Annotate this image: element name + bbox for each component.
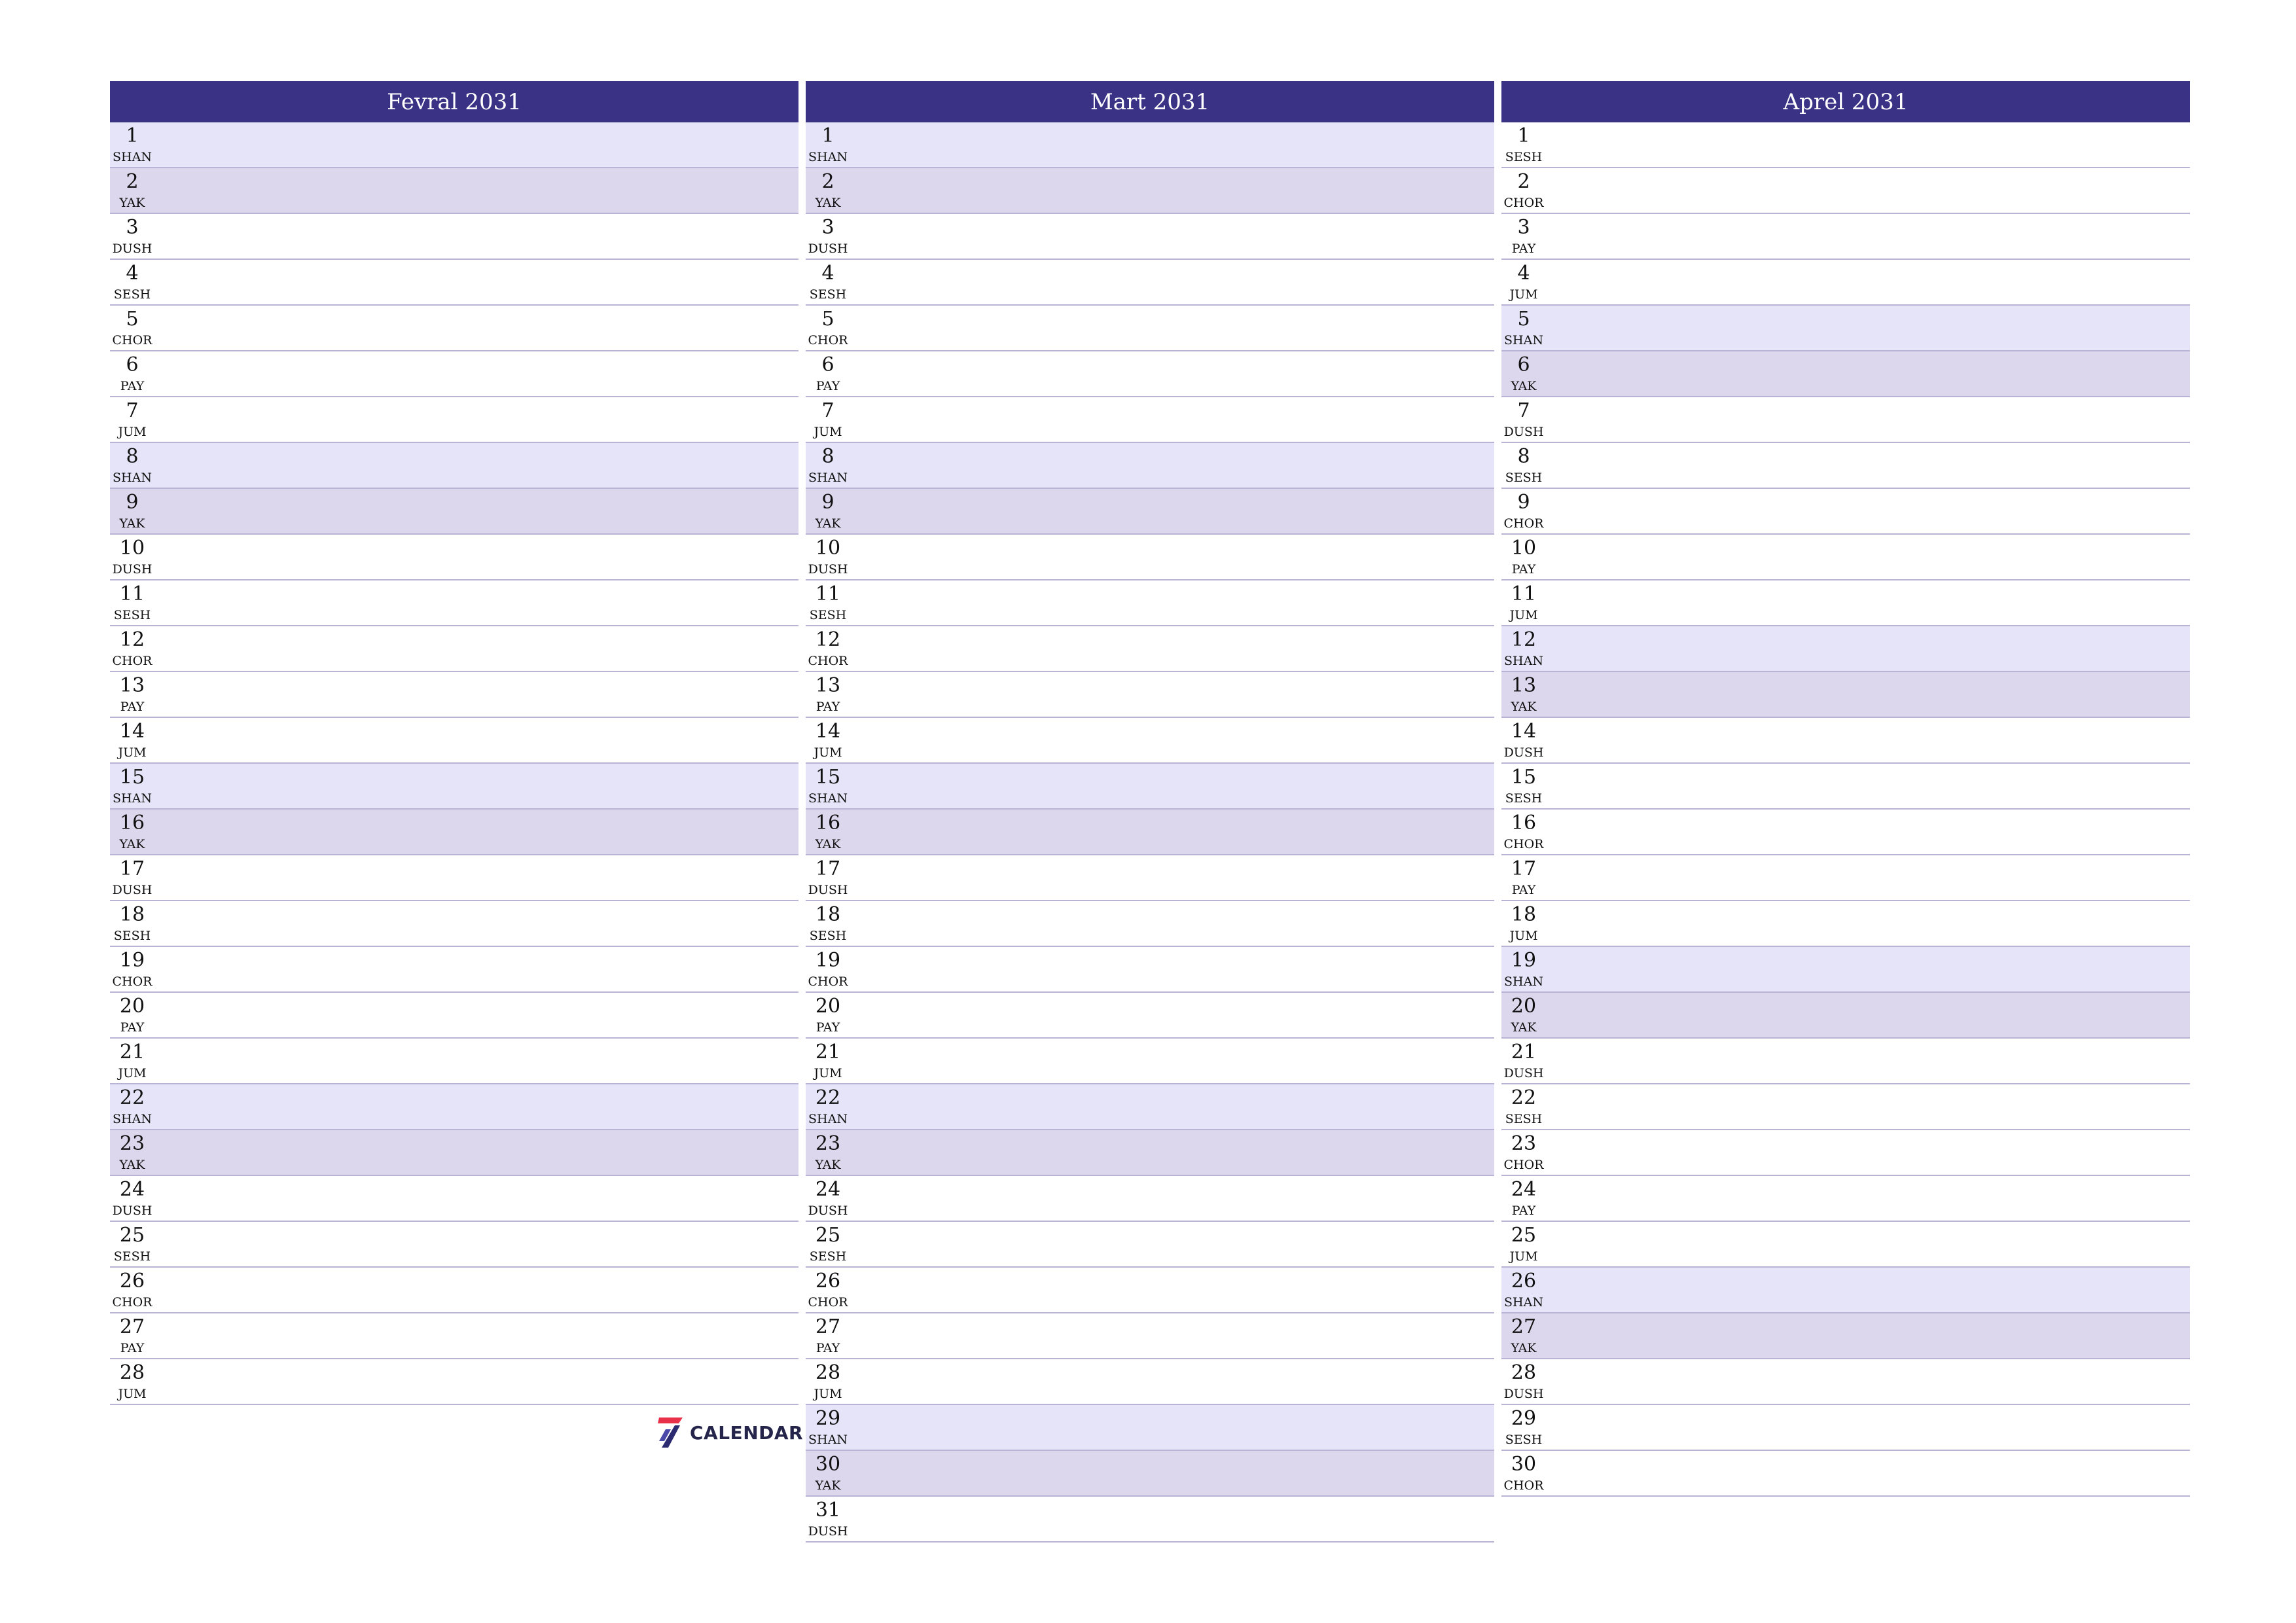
day-number: 27	[1511, 1315, 1537, 1338]
day-number: 8	[1517, 445, 1530, 468]
day-number: 3	[821, 216, 834, 239]
day-name: CHOR	[808, 1295, 848, 1310]
day-number: 24	[815, 1178, 841, 1201]
day-number: 14	[1511, 720, 1537, 743]
day-row	[806, 1451, 1494, 1497]
day-number: 21	[815, 1041, 841, 1063]
seven-logo-icon	[656, 1415, 685, 1450]
day-name: PAY	[120, 379, 145, 393]
day-row	[110, 489, 798, 535]
day-number: 11	[119, 582, 145, 605]
day-row	[1501, 1084, 2190, 1130]
day-number: 5	[126, 308, 139, 330]
day-number: 15	[815, 766, 841, 789]
day-number: 26	[119, 1270, 145, 1293]
day-row	[1501, 855, 2190, 901]
day-name: SHAN	[113, 791, 152, 806]
day-row	[110, 351, 798, 397]
day-name: SHAN	[808, 791, 848, 806]
day-name: JUM	[1509, 608, 1538, 622]
day-number: 9	[126, 491, 139, 514]
day-name: DUSH	[112, 562, 152, 577]
day-number: 17	[1511, 857, 1537, 880]
day-name: JUM	[1509, 287, 1538, 302]
day-row	[806, 489, 1494, 535]
day-row	[110, 122, 798, 168]
day-row	[1501, 535, 2190, 580]
day-name: YAK	[119, 1158, 145, 1172]
day-row	[1501, 993, 2190, 1039]
day-number: 22	[119, 1086, 145, 1109]
day-name: JUM	[814, 1387, 842, 1401]
day-number: 5	[821, 308, 834, 330]
day-name: JUM	[1509, 1249, 1538, 1264]
day-name: PAY	[1511, 1204, 1536, 1218]
day-name: SESH	[809, 1249, 847, 1264]
day-number: 8	[821, 445, 834, 468]
day-name: CHOR	[112, 974, 152, 989]
day-row	[110, 764, 798, 810]
day-number: 19	[1511, 949, 1537, 972]
day-number: 9	[821, 491, 834, 514]
day-number: 10	[1511, 537, 1537, 560]
day-row	[1501, 626, 2190, 672]
day-name: SHAN	[1504, 333, 1543, 348]
day-row	[1501, 901, 2190, 947]
day-name: PAY	[120, 1020, 145, 1035]
day-row	[806, 1268, 1494, 1313]
day-number: 2	[1517, 170, 1530, 193]
day-row	[110, 214, 798, 260]
month-column-fevral	[110, 81, 798, 1405]
day-name: SESH	[113, 287, 151, 302]
day-name: YAK	[815, 196, 841, 210]
day-row	[110, 626, 798, 672]
day-number: 4	[1517, 262, 1530, 285]
day-name: PAY	[816, 1020, 840, 1035]
day-number: 7	[1517, 399, 1530, 422]
day-row	[806, 1405, 1494, 1451]
day-list	[806, 122, 1494, 1543]
day-row	[806, 1130, 1494, 1176]
day-number: 18	[119, 903, 145, 926]
day-row	[806, 672, 1494, 718]
brand-logo	[656, 1415, 803, 1450]
day-row	[1501, 214, 2190, 260]
day-row	[110, 947, 798, 993]
day-row	[110, 1313, 798, 1359]
day-name: CHOR	[808, 333, 848, 348]
day-number: 12	[119, 628, 145, 651]
day-name: CHOR	[808, 654, 848, 668]
day-row	[110, 168, 798, 214]
day-number: 18	[1511, 903, 1537, 926]
day-name: DUSH	[112, 241, 152, 256]
day-name: JUM	[118, 425, 147, 439]
day-name: CHOR	[1503, 1478, 1544, 1493]
day-name: SESH	[1505, 471, 1543, 485]
day-row	[110, 901, 798, 947]
day-row	[1501, 810, 2190, 855]
day-name: YAK	[1511, 1020, 1537, 1035]
day-row	[1501, 1359, 2190, 1405]
day-row	[1501, 489, 2190, 535]
day-row	[1501, 718, 2190, 764]
day-name: SHAN	[1504, 1295, 1543, 1310]
day-list	[1501, 122, 2190, 1497]
day-number: 7	[126, 399, 139, 422]
month-header: Mart 2031	[806, 81, 1494, 122]
day-number: 5	[1517, 308, 1530, 330]
day-name: SHAN	[808, 1433, 848, 1447]
day-number: 13	[119, 674, 145, 697]
day-number: 25	[815, 1224, 841, 1247]
day-name: DUSH	[1503, 1066, 1544, 1080]
day-row	[806, 580, 1494, 626]
day-row	[806, 1359, 1494, 1405]
day-number: 22	[1511, 1086, 1537, 1109]
day-row	[1501, 580, 2190, 626]
day-row	[110, 855, 798, 901]
day-number: 27	[815, 1315, 841, 1338]
day-row	[806, 351, 1494, 397]
day-name: SHAN	[808, 471, 848, 485]
day-row	[110, 260, 798, 306]
day-row	[1501, 1268, 2190, 1313]
day-name: YAK	[1511, 379, 1537, 393]
day-row	[110, 672, 798, 718]
day-number: 20	[1511, 995, 1537, 1018]
day-number: 30	[815, 1453, 841, 1476]
day-number: 4	[126, 262, 139, 285]
day-number: 6	[821, 353, 834, 376]
day-name: JUM	[1509, 929, 1538, 943]
day-name: JUM	[118, 1387, 147, 1401]
day-number: 16	[1511, 812, 1537, 834]
day-number: 13	[815, 674, 841, 697]
day-name: PAY	[1511, 883, 1536, 897]
day-number: 14	[815, 720, 841, 743]
day-name: DUSH	[808, 1524, 848, 1539]
day-row	[110, 306, 798, 351]
month-header: Aprel 2031	[1501, 81, 2190, 122]
day-row	[806, 122, 1494, 168]
day-name: SESH	[113, 608, 151, 622]
day-number: 21	[1511, 1041, 1537, 1063]
day-number: 1	[821, 124, 834, 147]
day-name: JUM	[118, 745, 147, 760]
day-name: PAY	[120, 700, 145, 714]
day-row	[1501, 1222, 2190, 1268]
day-number: 13	[1511, 674, 1537, 697]
day-number: 29	[1511, 1407, 1537, 1430]
day-row	[806, 1497, 1494, 1543]
day-row	[110, 1039, 798, 1084]
day-number: 26	[815, 1270, 841, 1293]
day-number: 6	[1517, 353, 1530, 376]
day-name: YAK	[815, 1158, 841, 1172]
day-name: SHAN	[808, 1112, 848, 1126]
day-name: SESH	[113, 1249, 151, 1264]
day-number: 20	[119, 995, 145, 1018]
day-number: 15	[119, 766, 145, 789]
day-name: CHOR	[1503, 837, 1544, 851]
day-number: 2	[126, 170, 139, 193]
day-name: YAK	[815, 516, 841, 531]
day-number: 20	[815, 995, 841, 1018]
day-row	[1501, 397, 2190, 443]
day-row	[110, 993, 798, 1039]
day-name: SESH	[1505, 1112, 1543, 1126]
day-number: 23	[1511, 1132, 1537, 1155]
day-row	[110, 535, 798, 580]
day-number: 15	[1511, 766, 1537, 789]
day-number: 3	[126, 216, 139, 239]
day-number: 29	[815, 1407, 841, 1430]
day-number: 2	[821, 170, 834, 193]
day-number: 7	[821, 399, 834, 422]
day-row	[806, 764, 1494, 810]
day-row	[806, 626, 1494, 672]
day-row	[110, 1084, 798, 1130]
day-name: DUSH	[808, 883, 848, 897]
day-row	[806, 718, 1494, 764]
day-name: YAK	[119, 516, 145, 531]
day-row	[110, 1222, 798, 1268]
day-number: 12	[815, 628, 841, 651]
day-name: DUSH	[112, 883, 152, 897]
day-number: 6	[126, 353, 139, 376]
day-number: 19	[815, 949, 841, 972]
day-number: 26	[1511, 1270, 1537, 1293]
day-row	[806, 1176, 1494, 1222]
day-number: 30	[1511, 1453, 1537, 1476]
day-name: DUSH	[1503, 425, 1544, 439]
day-number: 4	[821, 262, 834, 285]
day-name: SESH	[1505, 1433, 1543, 1447]
day-name: DUSH	[808, 1204, 848, 1218]
day-row	[1501, 122, 2190, 168]
day-row	[1501, 764, 2190, 810]
day-number: 1	[126, 124, 139, 147]
day-name: PAY	[1511, 562, 1536, 577]
day-row	[806, 855, 1494, 901]
day-number: 12	[1511, 628, 1537, 651]
month-column-aprel	[1501, 81, 2190, 1497]
day-row	[1501, 1313, 2190, 1359]
day-row	[110, 1176, 798, 1222]
day-number: 24	[119, 1178, 145, 1201]
day-row	[806, 1222, 1494, 1268]
day-number: 23	[119, 1132, 145, 1155]
day-name: CHOR	[112, 1295, 152, 1310]
day-name: DUSH	[1503, 745, 1544, 760]
day-row	[1501, 947, 2190, 993]
day-number: 14	[119, 720, 145, 743]
day-row	[806, 168, 1494, 214]
day-row	[806, 1084, 1494, 1130]
day-row	[1501, 306, 2190, 351]
day-name: JUM	[814, 1066, 842, 1080]
day-row	[806, 993, 1494, 1039]
day-name: SHAN	[113, 471, 152, 485]
day-row	[110, 718, 798, 764]
day-row	[110, 1359, 798, 1405]
day-name: YAK	[815, 837, 841, 851]
day-number: 19	[119, 949, 145, 972]
day-name: SESH	[1505, 150, 1543, 164]
day-name: CHOR	[1503, 1158, 1544, 1172]
day-row	[1501, 672, 2190, 718]
day-name: JUM	[814, 745, 842, 760]
month-column-mart	[806, 81, 1494, 1543]
day-row	[806, 1313, 1494, 1359]
day-row	[110, 1130, 798, 1176]
day-number: 16	[815, 812, 841, 834]
day-name: CHOR	[112, 333, 152, 348]
day-name: YAK	[119, 837, 145, 851]
day-name: SHAN	[1504, 654, 1543, 668]
day-name: DUSH	[808, 562, 848, 577]
day-number: 8	[126, 445, 139, 468]
day-row	[110, 810, 798, 855]
day-row	[110, 1268, 798, 1313]
day-row	[806, 1039, 1494, 1084]
day-row	[1501, 1405, 2190, 1451]
day-row	[806, 214, 1494, 260]
day-name: CHOR	[1503, 516, 1544, 531]
day-number: 25	[1511, 1224, 1537, 1247]
day-name: SESH	[809, 929, 847, 943]
day-row	[1501, 1039, 2190, 1084]
day-number: 1	[1517, 124, 1530, 147]
day-name: PAY	[120, 1341, 145, 1355]
day-name: PAY	[816, 700, 840, 714]
day-number: 16	[119, 812, 145, 834]
day-row	[1501, 1451, 2190, 1497]
day-row	[110, 397, 798, 443]
day-list	[110, 122, 798, 1405]
day-number: 24	[1511, 1178, 1537, 1201]
day-name: SESH	[809, 287, 847, 302]
day-name: YAK	[815, 1478, 841, 1493]
day-name: PAY	[816, 379, 840, 393]
day-number: 11	[1511, 582, 1537, 605]
day-name: YAK	[1511, 1341, 1537, 1355]
day-number: 28	[815, 1361, 841, 1384]
day-row	[806, 306, 1494, 351]
day-name: CHOR	[808, 974, 848, 989]
day-row	[806, 260, 1494, 306]
day-name: SESH	[809, 608, 847, 622]
day-name: DUSH	[1503, 1387, 1544, 1401]
day-row	[806, 901, 1494, 947]
day-number: 11	[815, 582, 841, 605]
day-row	[1501, 443, 2190, 489]
month-header: Fevral 2031	[110, 81, 798, 122]
day-row	[806, 443, 1494, 489]
day-row	[806, 535, 1494, 580]
day-number: 25	[119, 1224, 145, 1247]
day-number: 21	[119, 1041, 145, 1063]
day-name: SHAN	[113, 150, 152, 164]
day-row	[1501, 168, 2190, 214]
logo-text: CALENDAR	[690, 1421, 804, 1444]
day-number: 18	[815, 903, 841, 926]
day-number: 17	[119, 857, 145, 880]
day-name: PAY	[1511, 241, 1536, 256]
day-row	[1501, 1130, 2190, 1176]
day-row	[806, 397, 1494, 443]
day-name: SESH	[113, 929, 151, 943]
day-number: 22	[815, 1086, 841, 1109]
day-number: 23	[815, 1132, 841, 1155]
day-row	[806, 810, 1494, 855]
day-number: 28	[119, 1361, 145, 1384]
day-row	[110, 443, 798, 489]
day-name: JUM	[118, 1066, 147, 1080]
day-number: 10	[119, 537, 145, 560]
day-name: CHOR	[1503, 196, 1544, 210]
day-name: CHOR	[112, 654, 152, 668]
day-number: 10	[815, 537, 841, 560]
day-name: JUM	[814, 425, 842, 439]
day-number: 31	[815, 1499, 841, 1522]
day-name: SHAN	[808, 150, 848, 164]
day-name: SESH	[1505, 791, 1543, 806]
day-row	[1501, 1176, 2190, 1222]
day-name: DUSH	[112, 1204, 152, 1218]
day-name: YAK	[1511, 700, 1537, 714]
day-number: 27	[119, 1315, 145, 1338]
day-number: 17	[815, 857, 841, 880]
day-row	[110, 580, 798, 626]
day-row	[1501, 351, 2190, 397]
day-number: 9	[1517, 491, 1530, 514]
day-row	[1501, 260, 2190, 306]
day-row	[806, 947, 1494, 993]
day-number: 28	[1511, 1361, 1537, 1384]
day-number: 3	[1517, 216, 1530, 239]
day-name: DUSH	[808, 241, 848, 256]
day-name: PAY	[816, 1341, 840, 1355]
day-name: SHAN	[1504, 974, 1543, 989]
day-name: YAK	[119, 196, 145, 210]
day-name: SHAN	[113, 1112, 152, 1126]
